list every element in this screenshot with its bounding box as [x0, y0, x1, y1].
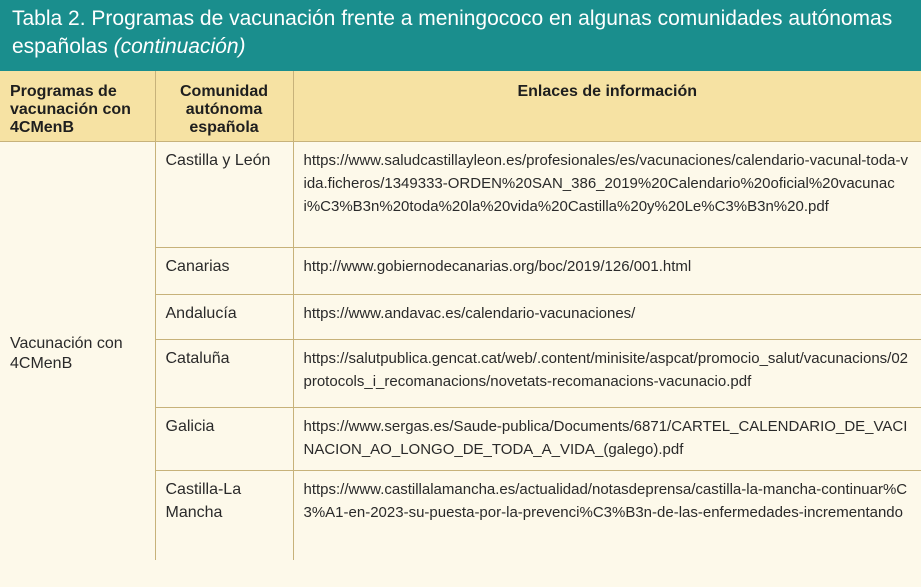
info-link[interactable]: https://www.andavac.es/calendario-vacunaciones/ — [293, 294, 921, 339]
table-row — [0, 141, 921, 247]
info-link[interactable]: https://www.castillalamancha.es/actualidad/notasdeprensa/castilla-la-mancha-continuar%C3%A1-en-2023-su-puesta-por-la-prevenci%C3%B3n-de-las-enfermedades-incrementando — [293, 470, 921, 560]
program-cell: Vacunación con 4CMenB — [0, 141, 155, 560]
community-cell: Castilla-La Mancha — [155, 470, 293, 560]
header-community: Comunidad autónoma española — [155, 71, 293, 141]
header-links: Enlaces de información — [293, 71, 921, 141]
table-title-text: Tabla 2. Programas de vacunación frente a meningococo en algunas comunidades autónomas españolas — [12, 7, 893, 58]
header-program: Programas de vacunación con 4CMenB — [0, 71, 155, 141]
community-cell: Galicia — [155, 407, 293, 470]
vaccination-table — [0, 71, 921, 560]
community-cell: Canarias — [155, 247, 293, 294]
community-cell: Castilla y León — [155, 141, 293, 247]
info-link[interactable]: https://salutpublica.gencat.cat/web/.content/minisite/aspcat/promocio_salut/vacunacions/02protocols_i_recomanacions/novetats-recomanacions-vacunacio.pdf — [293, 339, 921, 407]
table-title-continuation: (continuación) — [113, 35, 246, 58]
table-header-row — [0, 71, 921, 141]
info-link[interactable]: https://www.saludcastillayleon.es/profesionales/es/vacunaciones/calendario-vacunal-toda-vida.ficheros/1349333-ORDEN%20SAN_386_2019%20Calendario%20oficial%20vacunaci%C3%B3n%20toda%20la%20vida%20Castilla%20y%20Le%C3%B3n%20.pdf — [293, 141, 921, 247]
info-link[interactable]: https://www.sergas.es/Saude-publica/Documents/6871/CARTEL_CALENDARIO_DE_VACINACION_AO_LONGO_DE_TODA_A_VIDA_(galego).pdf — [293, 407, 921, 470]
community-cell: Andalucía — [155, 294, 293, 339]
community-cell: Cataluña — [155, 339, 293, 407]
info-link[interactable]: http://www.gobiernodecanarias.org/boc/2019/126/001.html — [293, 247, 921, 294]
table-title — [0, 0, 921, 71]
